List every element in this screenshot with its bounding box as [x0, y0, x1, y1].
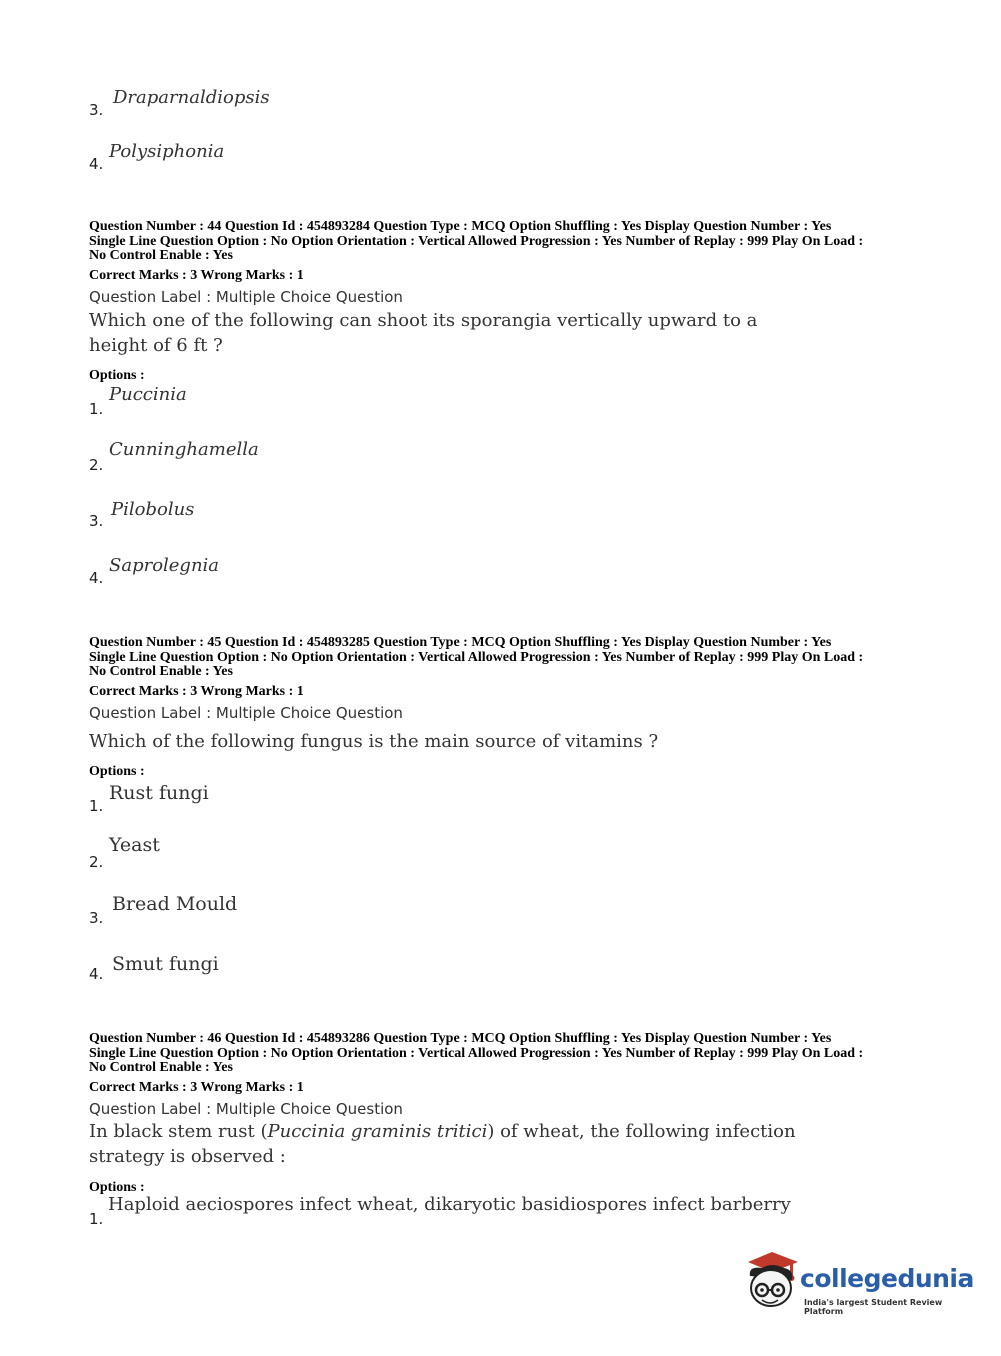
question-text-part: In black stem rust (	[89, 1121, 268, 1142]
question-meta	[89, 220, 949, 264]
meta-line: Single Line Question Option : No Option Orientation : Vertical Allowed Progression : Yes Number of Replay : 999 Play On Load :	[89, 1045, 864, 1061]
option-number: 1.	[89, 797, 104, 815]
question-text-line: height of 6 ft ?	[89, 335, 223, 356]
question-text	[89, 308, 809, 358]
options-heading: Options :	[89, 368, 145, 383]
meta-line: No Control Enable : Yes	[89, 248, 233, 264]
meta-line: Question Number : 46 Question Id : 454893286 Question Type : MCQ Option Shuffling : Yes Display Question Number : Yes	[89, 1031, 832, 1046]
option-number: 3.	[89, 512, 104, 530]
option-number: 3.	[89, 909, 104, 927]
logo-tagline: India's largest Student Review Platform	[804, 1298, 943, 1316]
options-heading: Options :	[89, 764, 145, 779]
meta-line: No Control Enable : Yes	[89, 664, 233, 680]
marks-line: Correct Marks : 3 Wrong Marks : 1	[89, 268, 304, 283]
question-text-line: Which one of the following can shoot its sporangia vertically upward to a	[89, 310, 758, 331]
meta-line: Single Line Question Option : No Option Orientation : Vertical Allowed Progression : Yes Number of Replay : 999 Play On Load :	[89, 649, 864, 665]
question-text-line: Which of the following fungus is the main source of vitamins ?	[89, 731, 659, 752]
meta-line: Question Number : 45 Question Id : 454893285 Question Type : MCQ Option Shuffling : Yes Display Question Number : Yes	[89, 635, 832, 650]
option-text[interactable]: Pilobolus	[111, 499, 195, 520]
option-text[interactable]: Puccinia	[109, 384, 187, 405]
species-name: Puccinia graminis tritici	[267, 1121, 488, 1142]
option-text[interactable]: Bread Mould	[112, 893, 238, 915]
option-text[interactable]: Smut fungi	[112, 953, 219, 975]
marks-line: Correct Marks : 3 Wrong Marks : 1	[89, 1080, 304, 1095]
question-text	[89, 1119, 849, 1169]
question-label: Question Label : Multiple Choice Question	[89, 1100, 403, 1118]
question-meta	[89, 1032, 949, 1076]
question-text	[89, 729, 809, 754]
option-number: 2.	[89, 456, 104, 474]
question-text-line: strategy is observed :	[89, 1146, 286, 1167]
options-heading: Options :	[89, 1180, 145, 1195]
question-meta	[89, 636, 949, 680]
option-text[interactable]: Saprolegnia	[109, 555, 220, 576]
question-text-part: ) of wheat, the following infection	[487, 1121, 796, 1142]
option-text: Polysiphonia	[109, 141, 225, 162]
logo-wordmark: collegedunia	[800, 1264, 974, 1293]
option-number: 4.	[89, 965, 104, 983]
question-label: Question Label : Multiple Choice Question	[89, 288, 403, 306]
option-number: 4.	[89, 569, 104, 587]
option-text[interactable]: Rust fungi	[109, 782, 209, 804]
meta-line: No Control Enable : Yes	[89, 1060, 233, 1076]
marks-line: Correct Marks : 3 Wrong Marks : 1	[89, 684, 304, 699]
option-text[interactable]: Yeast	[109, 834, 160, 856]
option-number: 3.	[89, 101, 104, 119]
option-text[interactable]: Cunninghamella	[109, 439, 259, 460]
option-text: Draparnaldiopsis	[113, 87, 270, 108]
meta-line: Question Number : 44 Question Id : 454893284 Question Type : MCQ Option Shuffling : Yes Display Question Number : Yes	[89, 219, 832, 234]
question-text-line	[89, 1119, 849, 1144]
mascot-icon	[742, 1248, 802, 1312]
option-text[interactable]: Haploid aeciospores infect wheat, dikaryotic basidiospores infect barberry	[108, 1194, 791, 1215]
option-number: 4.	[89, 155, 104, 173]
option-number: 1.	[89, 400, 104, 418]
collegedunia-logo	[742, 1248, 972, 1318]
option-number: 1.	[89, 1210, 104, 1228]
meta-line: Single Line Question Option : No Option Orientation : Vertical Allowed Progression : Yes Number of Replay : 999 Play On Load :	[89, 233, 864, 249]
option-number: 2.	[89, 853, 104, 871]
question-label: Question Label : Multiple Choice Question	[89, 704, 403, 722]
